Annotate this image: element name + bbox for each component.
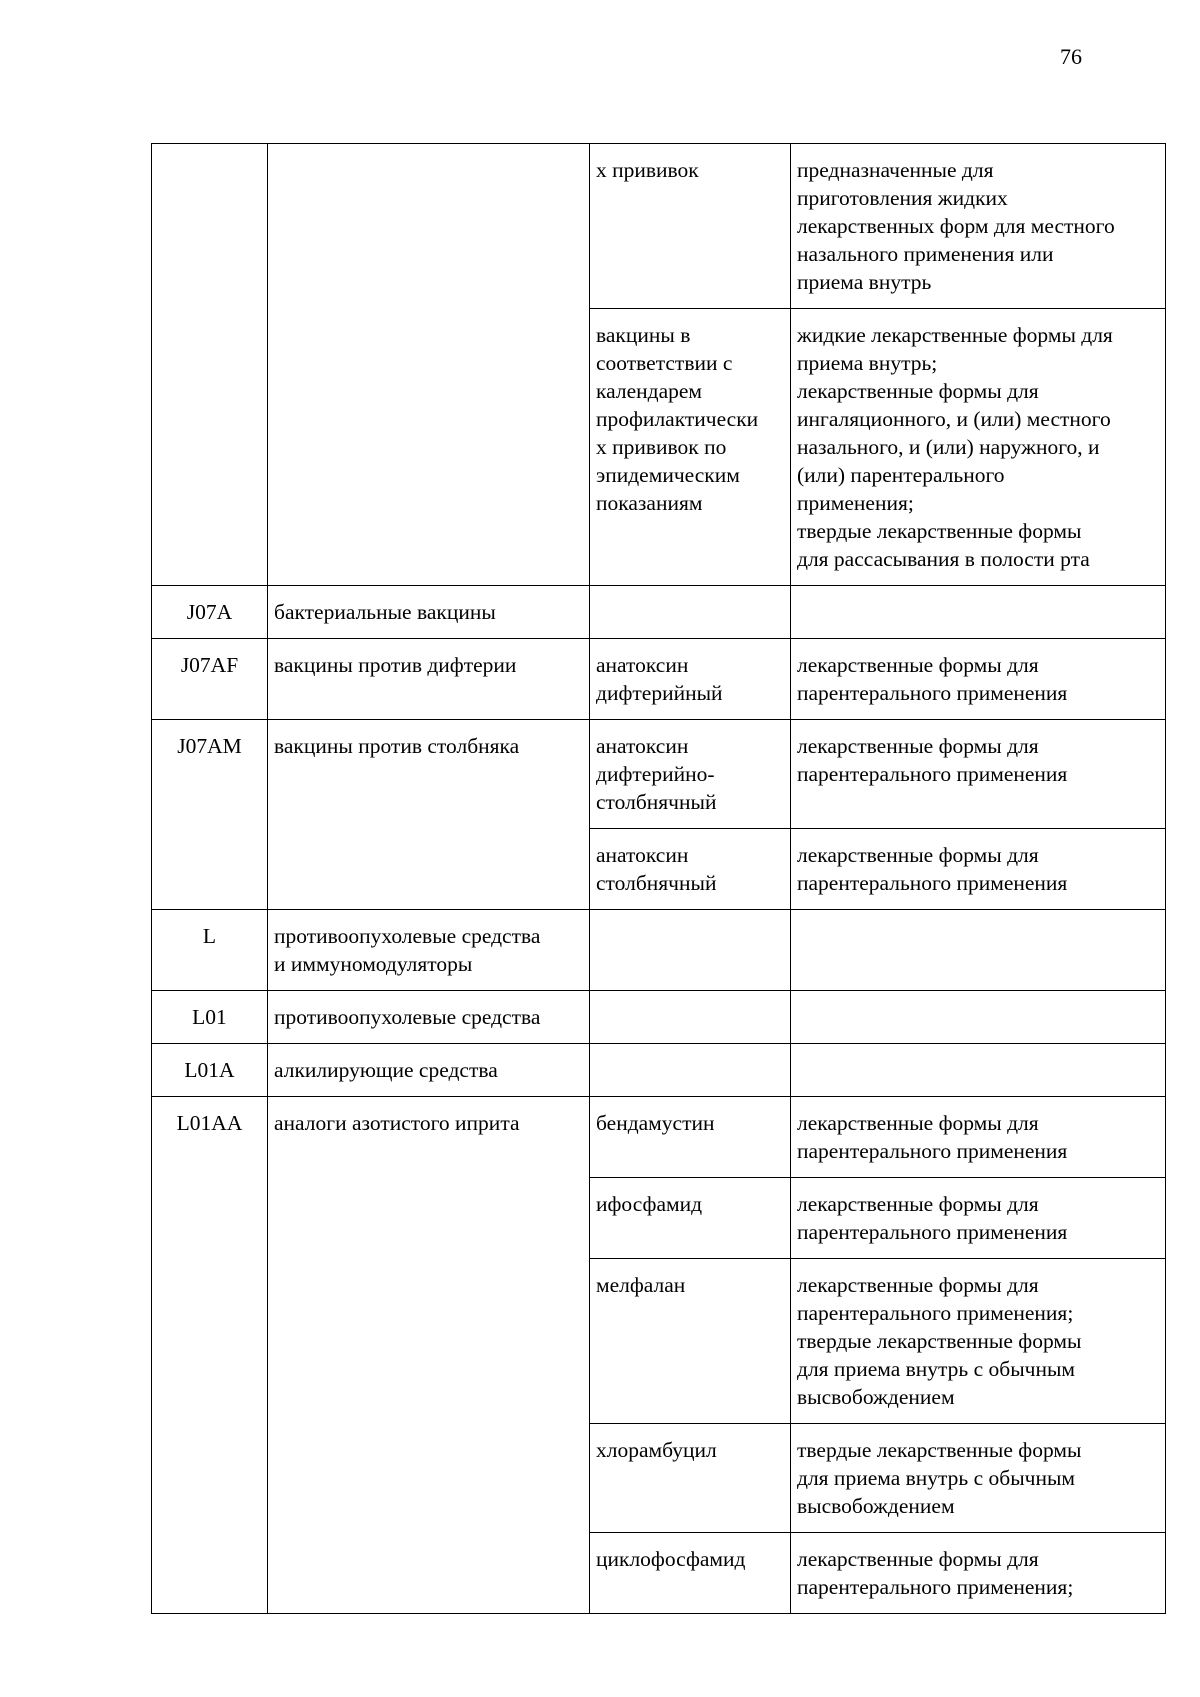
drug-registry-table <box>151 143 1166 1614</box>
drug-name-cell: хлорамбуцил <box>590 1424 791 1533</box>
atc-code-cell: L01A <box>152 1044 268 1097</box>
drug-name-cell: х прививок <box>590 144 791 309</box>
dosage-forms-cell <box>791 910 1166 991</box>
atc-group-cell: противоопухолевые средства <box>268 991 590 1044</box>
table-row <box>152 1044 1166 1097</box>
page-number: 76 <box>1060 44 1082 69</box>
atc-code-cell: J07A <box>152 586 268 639</box>
dosage-forms-cell: лекарственные формы для парентерального применения; <box>791 1533 1166 1614</box>
atc-group-cell: бактериальные вакцины <box>268 586 590 639</box>
dosage-forms-cell: лекарственные формы для парентерального применения <box>791 1097 1166 1178</box>
dosage-forms-cell: лекарственные формы для парентерального применения; твердые лекарственные формы для приема внутрь с обычным высвобождением <box>791 1259 1166 1424</box>
dosage-forms-cell: лекарственные формы для парентерального применения <box>791 1178 1166 1259</box>
table-row <box>152 639 1166 720</box>
drug-name-cell: бендамустин <box>590 1097 791 1178</box>
atc-code-cell: J07AF <box>152 639 268 720</box>
drug-name-cell: циклофосфамид <box>590 1533 791 1614</box>
dosage-forms-cell: предназначенные для приготовления жидких лекарственных форм для местного назального применения или приема внутрь <box>791 144 1166 309</box>
drug-name-cell: анатоксин дифтерийно- столбнячный <box>590 720 791 829</box>
table-row <box>152 1097 1166 1178</box>
dosage-forms-cell: лекарственные формы для парентерального применения <box>791 639 1166 720</box>
atc-group-cell: вакцины против столбняка <box>268 720 590 910</box>
atc-code-cell: J07AM <box>152 720 268 910</box>
dosage-forms-cell: лекарственные формы для парентерального применения <box>791 829 1166 910</box>
atc-group-cell: аналоги азотистого иприта <box>268 1097 590 1614</box>
drug-name-cell: вакцины в соответствии с календарем профилактически х прививок по эпидемическим показаниям <box>590 309 791 586</box>
drug-name-cell <box>590 1044 791 1097</box>
dosage-forms-cell: жидкие лекарственные формы для приема внутрь; лекарственные формы для ингаляционного, и (или) местного назального, и (или) наружного, и (или) парентерального применения; твердые лекарственные формы для рассасывания в полости рта <box>791 309 1166 586</box>
atc-code-cell: L01AA <box>152 1097 268 1614</box>
atc-group-cell <box>268 144 590 586</box>
table-row <box>152 910 1166 991</box>
atc-group-cell: противоопухолевые средства и иммуномодуляторы <box>268 910 590 991</box>
atc-code-cell <box>152 144 268 586</box>
dosage-forms-cell: лекарственные формы для парентерального применения <box>791 720 1166 829</box>
dosage-forms-cell: твердые лекарственные формы для приема внутрь с обычным высвобождением <box>791 1424 1166 1533</box>
dosage-forms-cell <box>791 991 1166 1044</box>
table-row <box>152 720 1166 829</box>
drug-name-cell: ифосфамид <box>590 1178 791 1259</box>
atc-code-cell: L01 <box>152 991 268 1044</box>
drug-name-cell: анатоксин столбнячный <box>590 829 791 910</box>
dosage-forms-cell <box>791 586 1166 639</box>
drug-name-cell <box>590 586 791 639</box>
dosage-forms-cell <box>791 1044 1166 1097</box>
drug-name-cell: анатоксин дифтерийный <box>590 639 791 720</box>
table-row <box>152 144 1166 309</box>
table-row <box>152 991 1166 1044</box>
drug-name-cell <box>590 991 791 1044</box>
atc-group-cell: вакцины против дифтерии <box>268 639 590 720</box>
drug-name-cell <box>590 910 791 991</box>
atc-code-cell: L <box>152 910 268 991</box>
atc-group-cell: алкилирующие средства <box>268 1044 590 1097</box>
drug-name-cell: мелфалан <box>590 1259 791 1424</box>
table-row <box>152 586 1166 639</box>
